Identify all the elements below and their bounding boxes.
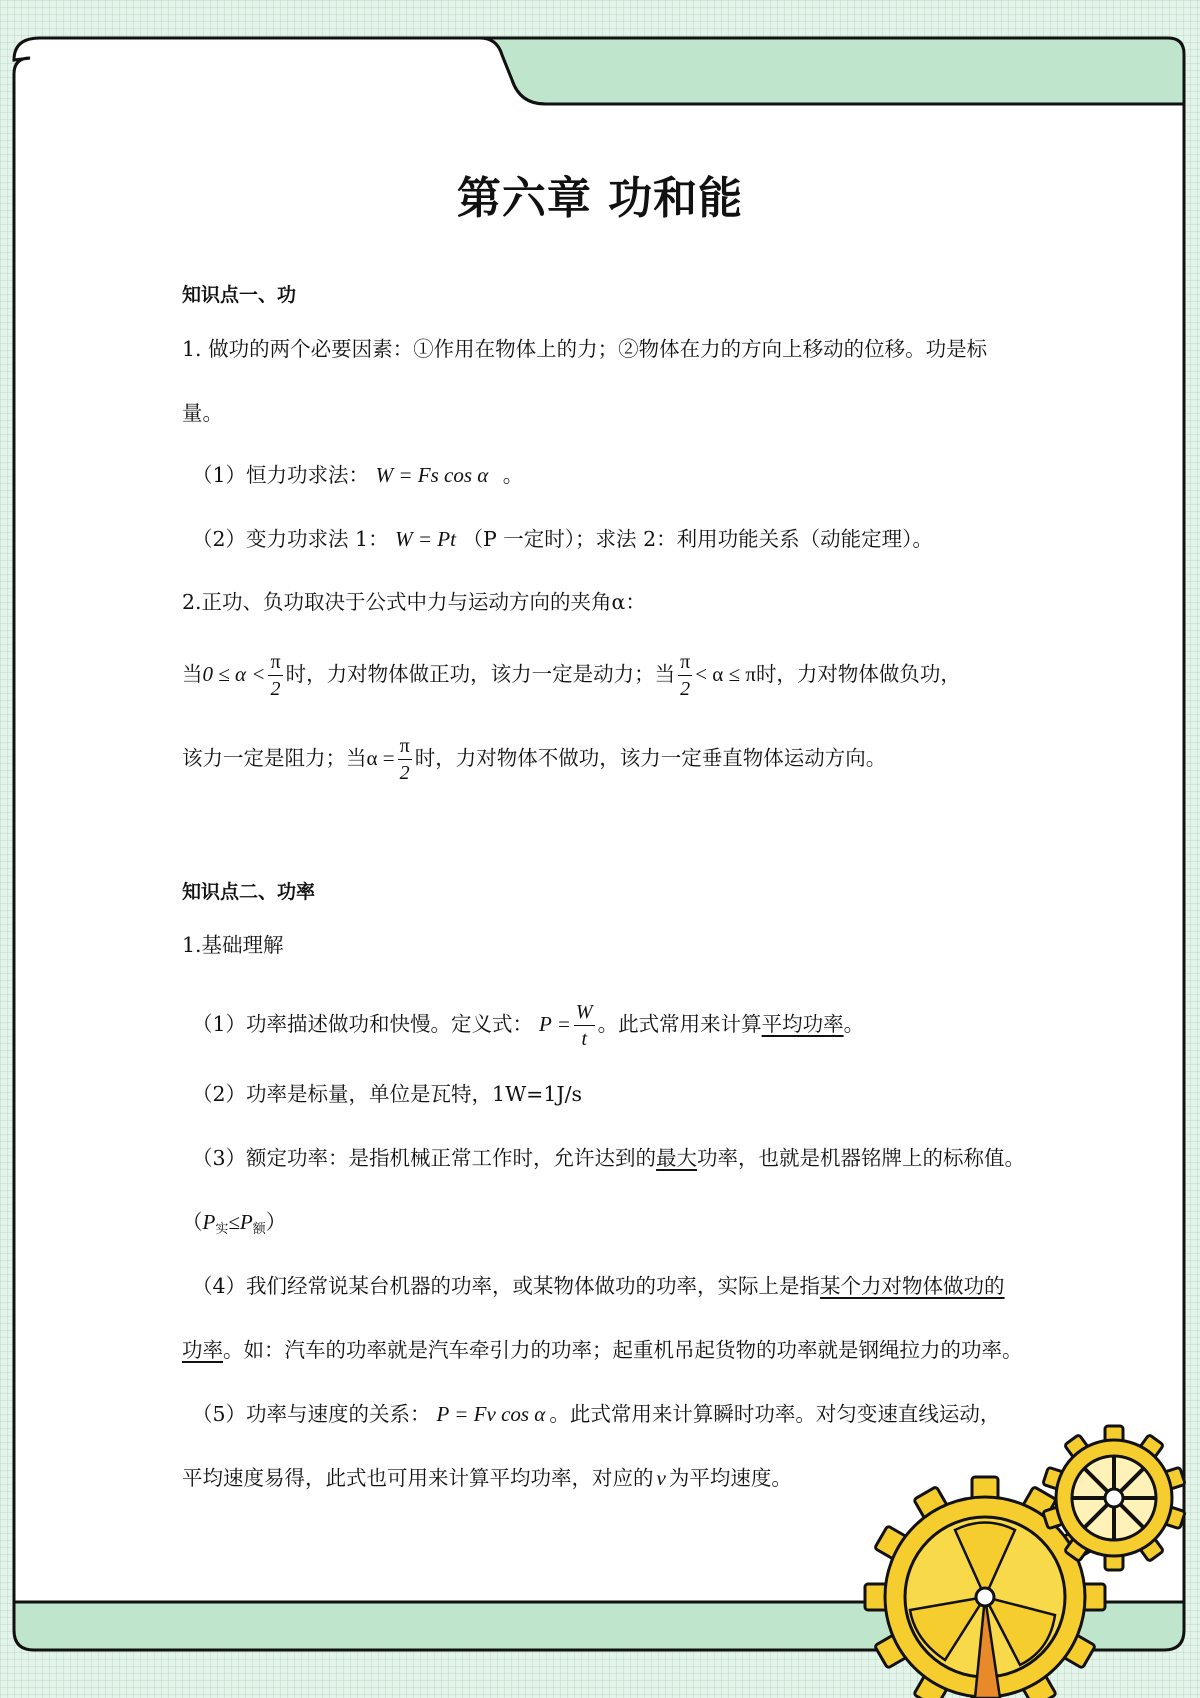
power-definition xyxy=(192,1002,864,1049)
fraction-denominator: t xyxy=(581,1028,588,1050)
variable-force-label: （2）变力功求法 1： xyxy=(192,527,389,551)
power-velocity-text: 。此式常用来计算瞬时功率。对匀变速直线运动， xyxy=(549,1402,1001,1426)
machine-power-line-end xyxy=(182,1333,1023,1367)
rated-power-text-end: 功率，也就是机器铭牌上的标称值。 xyxy=(697,1146,1026,1170)
variable-force-note: （P 一定时）；求法 2：利用功能关系（动能定理）。 xyxy=(462,527,933,551)
period: 。 xyxy=(502,463,524,487)
pi-over-two-fraction xyxy=(678,652,692,699)
fraction-numerator: π xyxy=(268,652,282,676)
paren-open: （ xyxy=(182,1210,203,1234)
paren-close: ） xyxy=(265,1210,287,1234)
power-definition-mid: 。此式常用来计算 xyxy=(597,1012,762,1036)
average-velocity-text: 平均速度易得，此式也可用来计算平均功率，对应的 xyxy=(182,1466,654,1490)
power-velocity-formula: P = Fv cos α xyxy=(436,1402,546,1426)
maximum-term: 最大 xyxy=(656,1146,698,1170)
positive-negative-work-line xyxy=(182,652,961,699)
force-work-power-term: 某个力对物体做功的 xyxy=(820,1274,1005,1298)
zero-work-text: 时，力对物体不做功，该力一定垂直物体运动方向。 xyxy=(414,746,887,770)
section-heading-work: 知识点一、功 xyxy=(182,284,297,306)
velocity-symbol: v xyxy=(656,1466,666,1490)
power-definition-label: （1）功率描述做功和快慢。定义式： xyxy=(192,1012,534,1036)
work-factors-line-end: 量。 xyxy=(182,401,223,425)
variable-force-work xyxy=(192,522,933,556)
sign-of-work-intro: 2.正功、负功取决于公式中力与运动方向的夹角α： xyxy=(182,590,646,614)
average-velocity-end: 为平均速度。 xyxy=(668,1466,792,1490)
pi-over-two-fraction xyxy=(268,652,282,699)
fraction-numerator: W xyxy=(574,1002,595,1026)
power-term: 功率 xyxy=(182,1338,223,1362)
fraction-numerator: π xyxy=(398,736,412,760)
constant-force-label: （1）恒力功求法： xyxy=(192,463,370,487)
rated-subscript: 额 xyxy=(252,1222,266,1237)
angle-equality: α = xyxy=(366,746,395,770)
machine-power-line xyxy=(192,1269,1005,1303)
power-lhs: P = xyxy=(539,1012,571,1036)
fraction-denominator: 2 xyxy=(270,678,281,700)
constant-force-work xyxy=(192,458,523,492)
pi-over-two-fraction xyxy=(398,736,412,783)
power-unit-line: （2）功率是标量，单位是瓦特，1W=1J/s xyxy=(192,1082,583,1106)
machine-power-text: （4）我们经常说某台机器的功率，或某物体做功的功率，实际上是指 xyxy=(192,1274,821,1298)
power-time-formula: W = Pt xyxy=(395,527,456,551)
zero-work-line xyxy=(182,736,886,783)
angle-inequality-2: < α ≤ π xyxy=(695,662,756,686)
fraction-denominator: 2 xyxy=(680,678,691,700)
actual-vs-rated-power xyxy=(182,1205,286,1247)
when-label: 当 xyxy=(182,662,203,686)
page-title: 第六章 功和能 xyxy=(456,173,744,224)
resistive-force-text: 该力一定是阻力；当 xyxy=(182,746,367,770)
fraction-numerator: π xyxy=(678,652,692,676)
actual-power-symbol: P xyxy=(202,1210,216,1234)
positive-work-text: 时，力对物体做正功，该力一定是动力；当 xyxy=(285,662,676,686)
rated-power-line xyxy=(192,1141,1025,1175)
average-velocity-line xyxy=(182,1461,792,1495)
work-over-time-fraction xyxy=(574,1002,595,1049)
period: 。 xyxy=(843,1012,865,1036)
actual-subscript: 实 xyxy=(215,1222,229,1237)
angle-inequality-1: 0 ≤ α < xyxy=(202,662,266,686)
rated-power-symbol: P xyxy=(239,1210,253,1234)
power-velocity-label: （5）功率与速度的关系： xyxy=(192,1402,431,1426)
gear-icon xyxy=(850,1395,1200,1698)
work-formula: W = Fs cos α xyxy=(375,463,489,487)
negative-work-text: 时，力对物体做负功， xyxy=(755,662,961,686)
rated-power-text: （3）额定功率：是指机械正常工作时，允许达到的 xyxy=(192,1146,657,1170)
average-power-term: 平均功率 xyxy=(761,1012,844,1036)
work-factors-line: 1. 做功的两个必要因素：①作用在物体上的力；②物体在力的方向上移动的位移。功是标 xyxy=(182,337,988,361)
basic-understanding-heading: 1.基础理解 xyxy=(182,933,284,957)
less-equal-sign: ≤ xyxy=(228,1210,240,1234)
fraction-denominator: 2 xyxy=(399,762,410,784)
section-heading-power: 知识点二、功率 xyxy=(182,881,316,903)
machine-power-example: 。如：汽车的功率就是汽车牵引力的功率；起重机吊起货物的功率就是钢绳拉力的功率。 xyxy=(223,1338,1023,1362)
